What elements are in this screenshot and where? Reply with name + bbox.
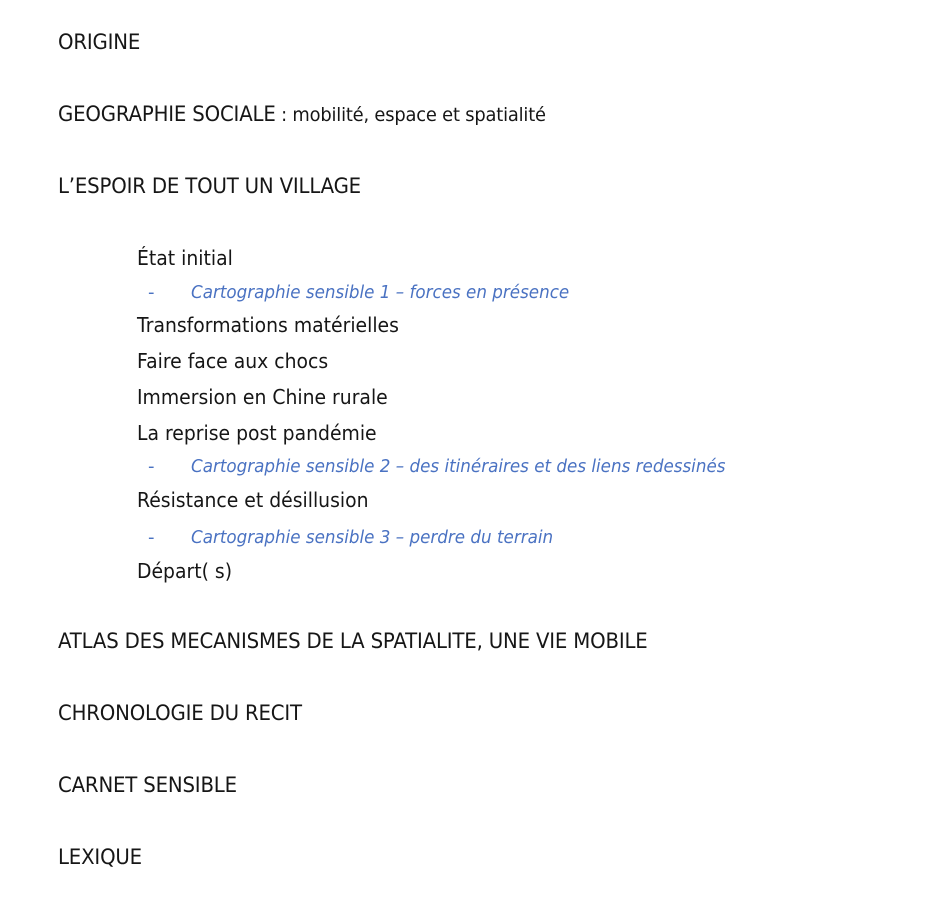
section-atlas[interactable] bbox=[58, 628, 648, 654]
chapter-resistance[interactable] bbox=[137, 488, 369, 512]
map-item-carto-2[interactable] bbox=[148, 456, 766, 478]
chapter-transformations[interactable] bbox=[137, 313, 399, 337]
map-item-carto-3[interactable] bbox=[148, 527, 580, 549]
section-carnet-label: CARNET SENSIBLE bbox=[58, 773, 237, 797]
map-item-carto-2-label: Cartographie sensible 2 – des itinéraires et des liens redessinés bbox=[191, 456, 726, 477]
chapter-depart-label: Départ( s) bbox=[137, 559, 233, 583]
map-item-carto-1-label: Cartographie sensible 1 – forces en présence bbox=[191, 282, 570, 303]
chapter-reprise[interactable] bbox=[137, 421, 377, 445]
section-lexique-label: LEXIQUE bbox=[58, 845, 142, 869]
chapter-etat-initial[interactable] bbox=[137, 246, 233, 270]
section-geographie-sociale[interactable] bbox=[58, 101, 546, 128]
section-origine-label: ORIGINE bbox=[58, 30, 141, 54]
map-item-carto-3-label: Cartographie sensible 3 – perdre du terrain bbox=[191, 527, 554, 548]
list-dash: - bbox=[148, 527, 155, 548]
chapter-transformations-label: Transformations matérielles bbox=[137, 313, 399, 337]
section-chronologie[interactable] bbox=[58, 700, 302, 726]
chapter-chocs[interactable] bbox=[137, 349, 328, 373]
chapter-etat-initial-label: État initial bbox=[137, 246, 233, 270]
section-espoir[interactable] bbox=[58, 173, 361, 199]
chapter-chocs-label: Faire face aux chocs bbox=[137, 349, 329, 373]
list-dash: - bbox=[148, 456, 155, 477]
section-atlas-label: ATLAS DES MECANISMES DE LA SPATIALITE, UNE VIE MOBILE bbox=[58, 629, 648, 653]
section-carnet[interactable] bbox=[58, 772, 237, 798]
section-geographie-title: GEOGRAPHIE SOCIALE bbox=[58, 102, 276, 126]
chapter-immersion-label: Immersion en Chine rurale bbox=[137, 385, 388, 409]
chapter-depart[interactable] bbox=[137, 559, 232, 583]
chapter-resistance-label: Résistance et désillusion bbox=[137, 488, 369, 512]
list-dash: - bbox=[148, 282, 155, 303]
map-item-carto-1[interactable] bbox=[148, 282, 598, 304]
chapter-reprise-label: La reprise post pandémie bbox=[137, 421, 377, 445]
section-chronologie-label: CHRONOLOGIE DU RECIT bbox=[58, 701, 302, 725]
section-lexique[interactable] bbox=[58, 844, 142, 870]
chapter-immersion[interactable] bbox=[137, 385, 388, 409]
section-geographie-subtitle: : mobilité, espace et spatialité bbox=[275, 104, 546, 126]
section-espoir-label: L’ESPOIR DE TOUT UN VILLAGE bbox=[58, 174, 361, 198]
section-origine[interactable] bbox=[58, 29, 140, 55]
